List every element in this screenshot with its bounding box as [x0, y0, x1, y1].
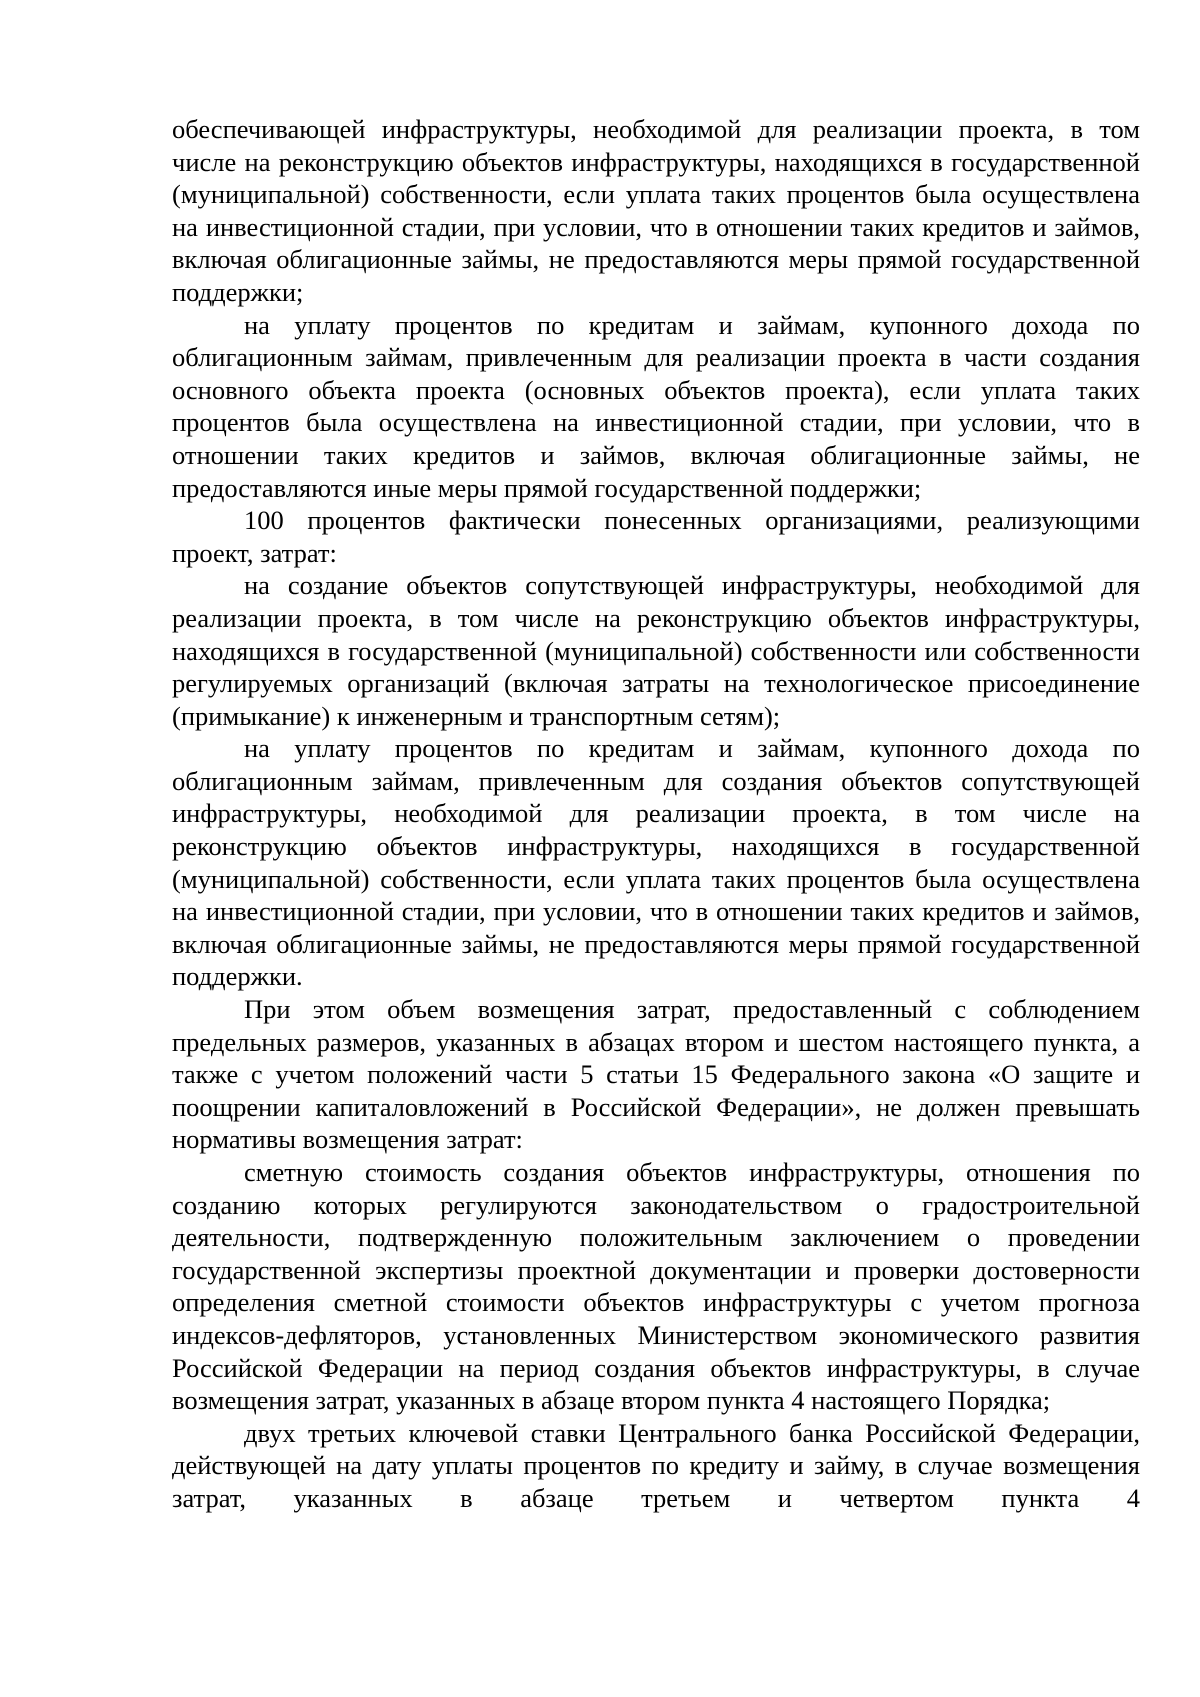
- paragraph-2: на уплату процентов по кредитам и займам, купонного дохода по облигационным займам, привлеченным для реализации проекта в части создания основного объекта проекта (основных объектов проекта), если уплата таких процентов была осуществлена на инвестиционной стадии, при условии, что в отношении таких кредитов и займов, включая облигационные займы, не предоставляются иные меры прямой государственной поддержки;: [172, 309, 1140, 503]
- paragraph-7: сметную стоимость создания объектов инфраструктуры, отношения по созданию которых регулируются законодательством о градостроительной деятельности, подтвержденную положительным заключением о проведении государственной экспертизы проектной документации и проверки достоверности определения сметной стоимости объектов инфраструктуры с учетом прогноза индексов-дефляторов, установленных Министерством экономического развития Российской Федерации на период создания объектов инфраструктуры, в случае возмещения затрат, указанных в абзаце втором пункта 4 настоящего Порядка;: [172, 1157, 1140, 1416]
- paragraph-3: 100 процентов фактически понесенных организациями, реализующими проект, затрат:: [172, 505, 1140, 568]
- paragraph-5: на уплату процентов по кредитам и займам, купонного дохода по облигационным займам, привлеченным для создания объектов сопутствующей инфраструктуры, необходимой для реализации проекта, в том числе на реконструкцию объектов инфраструктуры, находящихся в государственной (муниципальной) собственности, если уплата таких процентов была осуществлена на инвестиционной стадии, при условии, что в отношении таких кредитов и займов, включая облигационные займы, не предоставляются меры прямой государственной поддержки.: [172, 733, 1140, 992]
- paragraph-8: двух третьих ключевой ставки Центрального банка Российской Федерации, действующей на дату уплаты процентов по кредиту и займу, в случае возмещения затрат, указанных в абзаце третьем и четвертом пункта 4: [172, 1417, 1140, 1513]
- paragraph-6: При этом объем возмещения затрат, предоставленный с соблюдением предельных размеров, указанных в абзацах втором и шестом настоящего пункта, а также с учетом положений части 5 статьи 15 Федерального закона «О защите и поощрении капиталовложений в Российской Федерации», не должен превышать нормативы возмещения затрат:: [172, 994, 1140, 1155]
- paragraph-4: на создание объектов сопутствующей инфраструктуры, необходимой для реализации проекта, в том числе на реконструкцию объектов инфраструктуры, находящихся в государственной (муниципальной) собственности или собственности регулируемых организаций (включая затраты на технологическое присоединение (примыкание) к инженерным и транспортным сетям);: [172, 570, 1140, 731]
- paragraph-1: обеспечивающей инфраструктуры, необходимой для реализации проекта, в том числе на реконструкцию объектов инфраструктуры, находящихся в государственной (муниципальной) собственности, если уплата таких процентов была осуществлена на инвестиционной стадии, при условии, что в отношении таких кредитов и займов, включая облигационные займы, не предоставляются меры прямой государственной поддержки;: [172, 114, 1140, 307]
- document-body: [172, 113, 1140, 1515]
